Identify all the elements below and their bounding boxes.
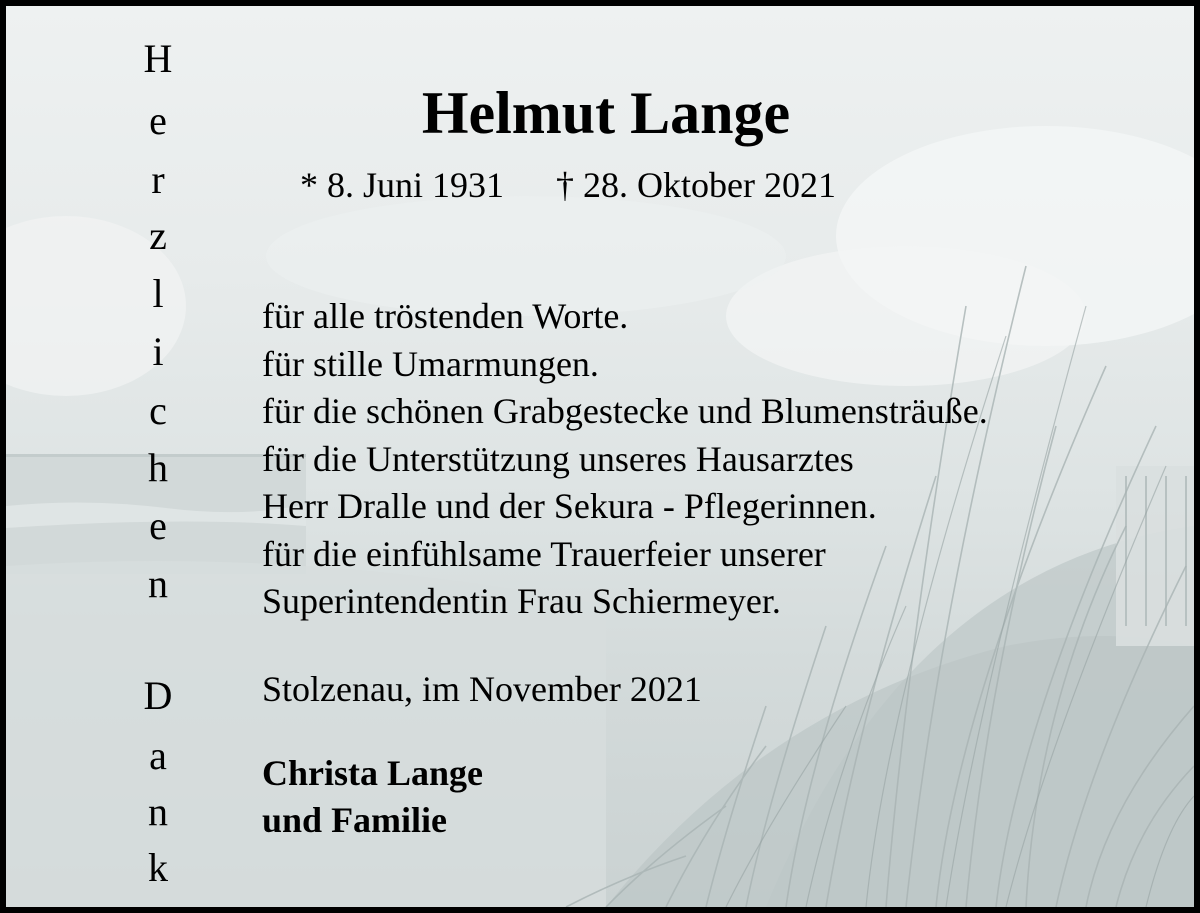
thanks-line: für die schönen Grabgestecke und Blumensträuße. bbox=[262, 391, 988, 431]
vertical-letter: e bbox=[149, 503, 167, 548]
place-and-date: Stolzenau, im November 2021 bbox=[262, 669, 702, 709]
vertical-letter: D bbox=[143, 673, 173, 718]
vertical-letter: h bbox=[148, 445, 168, 490]
thanks-text bbox=[262, 293, 988, 626]
thanks-line: für die Unterstützung unseres Hausarztes bbox=[262, 438, 854, 479]
thanks-line: für alle tröstenden Worte. bbox=[262, 296, 629, 336]
vertical-letter: z bbox=[149, 213, 167, 258]
vertical-letter: i bbox=[152, 329, 164, 374]
life-dates bbox=[300, 164, 836, 206]
signature-line: Christa Lange bbox=[262, 753, 484, 793]
vertical-letter: n bbox=[148, 561, 168, 606]
vertical-letter: H bbox=[143, 36, 173, 81]
vertical-letter: n bbox=[148, 789, 168, 834]
signature-line: und Familie bbox=[262, 800, 448, 840]
vertical-letter: c bbox=[149, 388, 167, 433]
birth-date: * 8. Juni 1931 bbox=[300, 165, 505, 205]
vertical-letter: r bbox=[151, 157, 165, 202]
deceased-name: Helmut Lange bbox=[421, 80, 791, 146]
vertical-letter: k bbox=[148, 845, 168, 890]
vertical-letter: l bbox=[152, 271, 164, 316]
death-date: † 28. Oktober 2021 bbox=[556, 165, 836, 205]
thanks-line: für stille Umarmungen. bbox=[262, 343, 599, 384]
signature bbox=[262, 750, 483, 844]
vertical-letter: a bbox=[149, 733, 167, 778]
thanks-line: Herr Dralle und der Sekura - Pflegerinnen. bbox=[262, 486, 877, 526]
thanks-line: Superintendentin Frau Schiermeyer. bbox=[262, 581, 781, 621]
thanks-line: für die einfühlsame Trauerfeier unserer bbox=[262, 533, 826, 574]
vertical-letter: e bbox=[149, 98, 167, 143]
vertical-herzlichen-dank bbox=[6, 6, 306, 907]
